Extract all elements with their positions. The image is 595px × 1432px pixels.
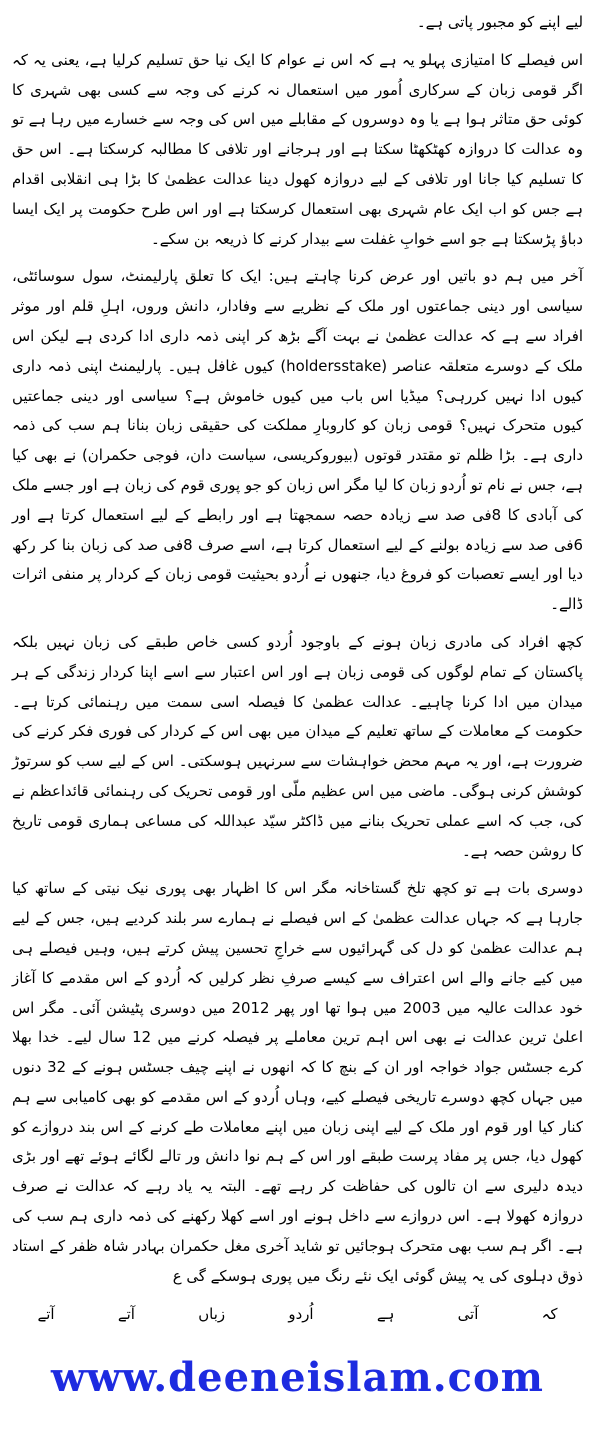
verse-couplet — [38, 1305, 558, 1323]
verse-word: آتی — [457, 1305, 479, 1324]
paragraph-decision: اس فیصلے کا امتیازی پہلو یہ ہے کہ اس نے عوام کا ایک نیا حق تسلیم کرلیا ہے، یعنی یہ کہ اگر قومی زبان کے سرکاری اُمور میں استعمال نہ کرنے کی وجہ سے کسی بھی شہری کا کوئی حق متاثر ہوا ہے یا وہ دوسروں کے مقابلے میں اس کی وجہ سے خسارے میں رہا ہے تو وہ عدالت کا دروازہ کھٹکھٹا سکتا ہے اور ہرجانے اور تلافی کا مطالبہ کرسکتا ہے۔ اس حق کا تسلیم کیا جانا اور تلافی کے لیے دروازہ کھول دینا عدالت عظمیٰ کا بڑا ہی انقلابی اقدام ہے جس کو اب ایک عام شہری بھی استعمال کرسکتا ہے اور اس طرح حکومت پر ایک ایسا دباؤ پڑسکتا ہے جو اسے خوابِ غفلت سے بیدار کرنے کا ذریعہ بن سکے۔ — [12, 50, 583, 248]
paragraph-national-language: کچھ افراد کی مادری زبان ہونے کے باوجود اُردو کسی خاص طبقے کی زبان نہیں بلکہ پاکستان کے تمام لوگوں کی قومی زبان ہے اور اس اعتبار سے اسے اپنا کردار زندگی کے ہر میدان میں ادا کرنا چاہیے۔ عدالت عظمیٰ کا فیصلہ اسی سمت میں رہنمائی کرتا ہے۔ حکومت کے معاملات کے ساتھ تعلیم کے میدان میں بھی اس کے کردار کی فوری فکر کرنے کی ضرورت ہے، اور یہ مہم محض خواہشات سے سرنہیں ہوسکتی۔ اس کے لیے سب کو سرتوڑ کوشش کرنی ہوگی۔ ماضی میں اس عظیم ملّی اور قومی تحریک کی رہنمائی قائداعظم نے کی، جب کہ اسے عملی تحریک بنانے میں ڈاکٹر سیّد عبداللہ کی مساعی ہماری قومی تاریخ کا روشن حصہ ہے۔ — [12, 632, 583, 860]
verse-word: کہ — [541, 1305, 558, 1324]
verse-word: زباں — [198, 1305, 226, 1324]
website-url: www.deeneislam.com — [50, 1354, 545, 1401]
paragraph-responsibility: آخر میں ہم دو باتیں اور عرض کرنا چاہتے ہیں: ایک کا تعلق پارلیمنٹ، سول سوسائٹی، سیاسی اور دینی جماعتوں اور ملک کے نظریے سے وفادار، دانش وروں، اہلِ قلم اور موثر افراد سے ہے کہ عدالت عظمیٰ نے بہت آگے بڑھ کر اپنی ذمہ داری ادا کردی ہے لیکن اس ملک کے دوسرے متعلقہ عناصر (holdersstake) کیوں غافل ہیں۔ پارلیمنٹ اپنی ذمہ داری کیوں ادا نہیں کررہی؟ میڈیا اس باب میں کیوں خاموش ہے؟ سیاسی اور دینی جماعتیں کیوں متحرک نہیں؟ قومی زبان کو کاروبارِ مملکت کی حقیقی زبان بنانا ہم سب کی ذمہ داری ہے۔ بڑا ظلم تو مقتدر قوتوں (بیوروکریسی، سیاست دان، فوجی حکمران) نے بھی کیا ہے، جس نے نام تو اُردو زبان کا لیا مگر اس زبان کو جو پوری قوم کی زبان ہے اور جسے ملک کی آبادی کا 8فی صد سے زیادہ حصہ سمجھتا ہے اور رابطے کے لیے استعمال کرتا ہے اور 6فی صد سے زیادہ بولنے کے لیے استعمال کرتا ہے، اسے صرف 8فی صد کی زبان بنا کر رکھ دیا اور ایسے تعصبات کو فروغ دیا، جنھوں نے اُردو بحیثیت قومی زبان کے کردار پر منفی اثرات ڈالے۔ — [12, 267, 584, 614]
verse-word: ہے — [376, 1305, 395, 1324]
verse-word: اُردو — [288, 1305, 314, 1324]
verse-word: آتے — [37, 1305, 55, 1324]
paragraph-second-point: دوسری بات ہے تو کچھ تلخ گستاخانہ مگر اس کا اظہار بھی پوری نیک نیتی کے ساتھ کیا جارہا ہے کہ جہاں عدالت عظمیٰ کے اس فیصلے نے ہمارے سر بلند کردیے ہیں، جس کے لیے ہم عدالت عظمیٰ کو دل کی گہرائیوں سے خراجِ تحسین پیش کرتے ہیں، وہیں فیصلے ہی میں کیے جانے والے اس اعتراف سے کیسے صرفِ نظر کرلیں کہ اُردو کے اس مقدمے کا آغاز خود عدالت عالیہ میں 2003 میں ہوا تھا اور پھر 2012 میں دوسری پٹیشن آئی۔ مگر اس اعلیٰ ترین عدالت نے بھی اس اہم ترین معاملے پر فیصلہ کرنے میں 12 سال لیے۔ خدا بھلا کرے جسٹس جواد خواجہ اور ان کے بنچ کا کہ انھوں نے اپنے چیف جسٹس ہونے کے 32 دنوں میں جہاں کچھ دوسرے تاریخی فیصلے کیے، وہاں اُردو کے اس مقدمے کو بھی کامیابی سے ہم کنار کیا اور قوم اور ملک کے لیے اپنی زبان میں اپنے معاملات طے کرنے کے اس بند دروازے کو کھول دیا، جس پر مفاد پرست طبقے اور اس کے ہم نوا دانش ور تالے لگائے ہوئے تھے اور بڑی دیدہ دلیری سے ان تالوں کی حفاظت کر رہے تھے۔ البتہ یہ یاد رہے کہ عدالت نے صرف دروازہ کھولا ہے۔ اس دروازے سے داخل ہونے اور اسے کھلا رکھنے کی ذمہ داری ہم سب کی ہے۔ اگر ہم سب بھی متحرک ہوجائیں تو شاید آخری مغل حکمران بہادر شاہ ظفر کے استاد ذوق دہلوی کی یہ پیش گوئی ایک نئے رنگ میں پوری ہوسکے گی ع — [12, 879, 583, 1285]
paragraph-intro: لیے اپنے کو مجبور پاتی ہے۔ — [416, 13, 583, 31]
article-body — [12, 8, 583, 1291]
verse-word: آتے — [117, 1305, 135, 1324]
